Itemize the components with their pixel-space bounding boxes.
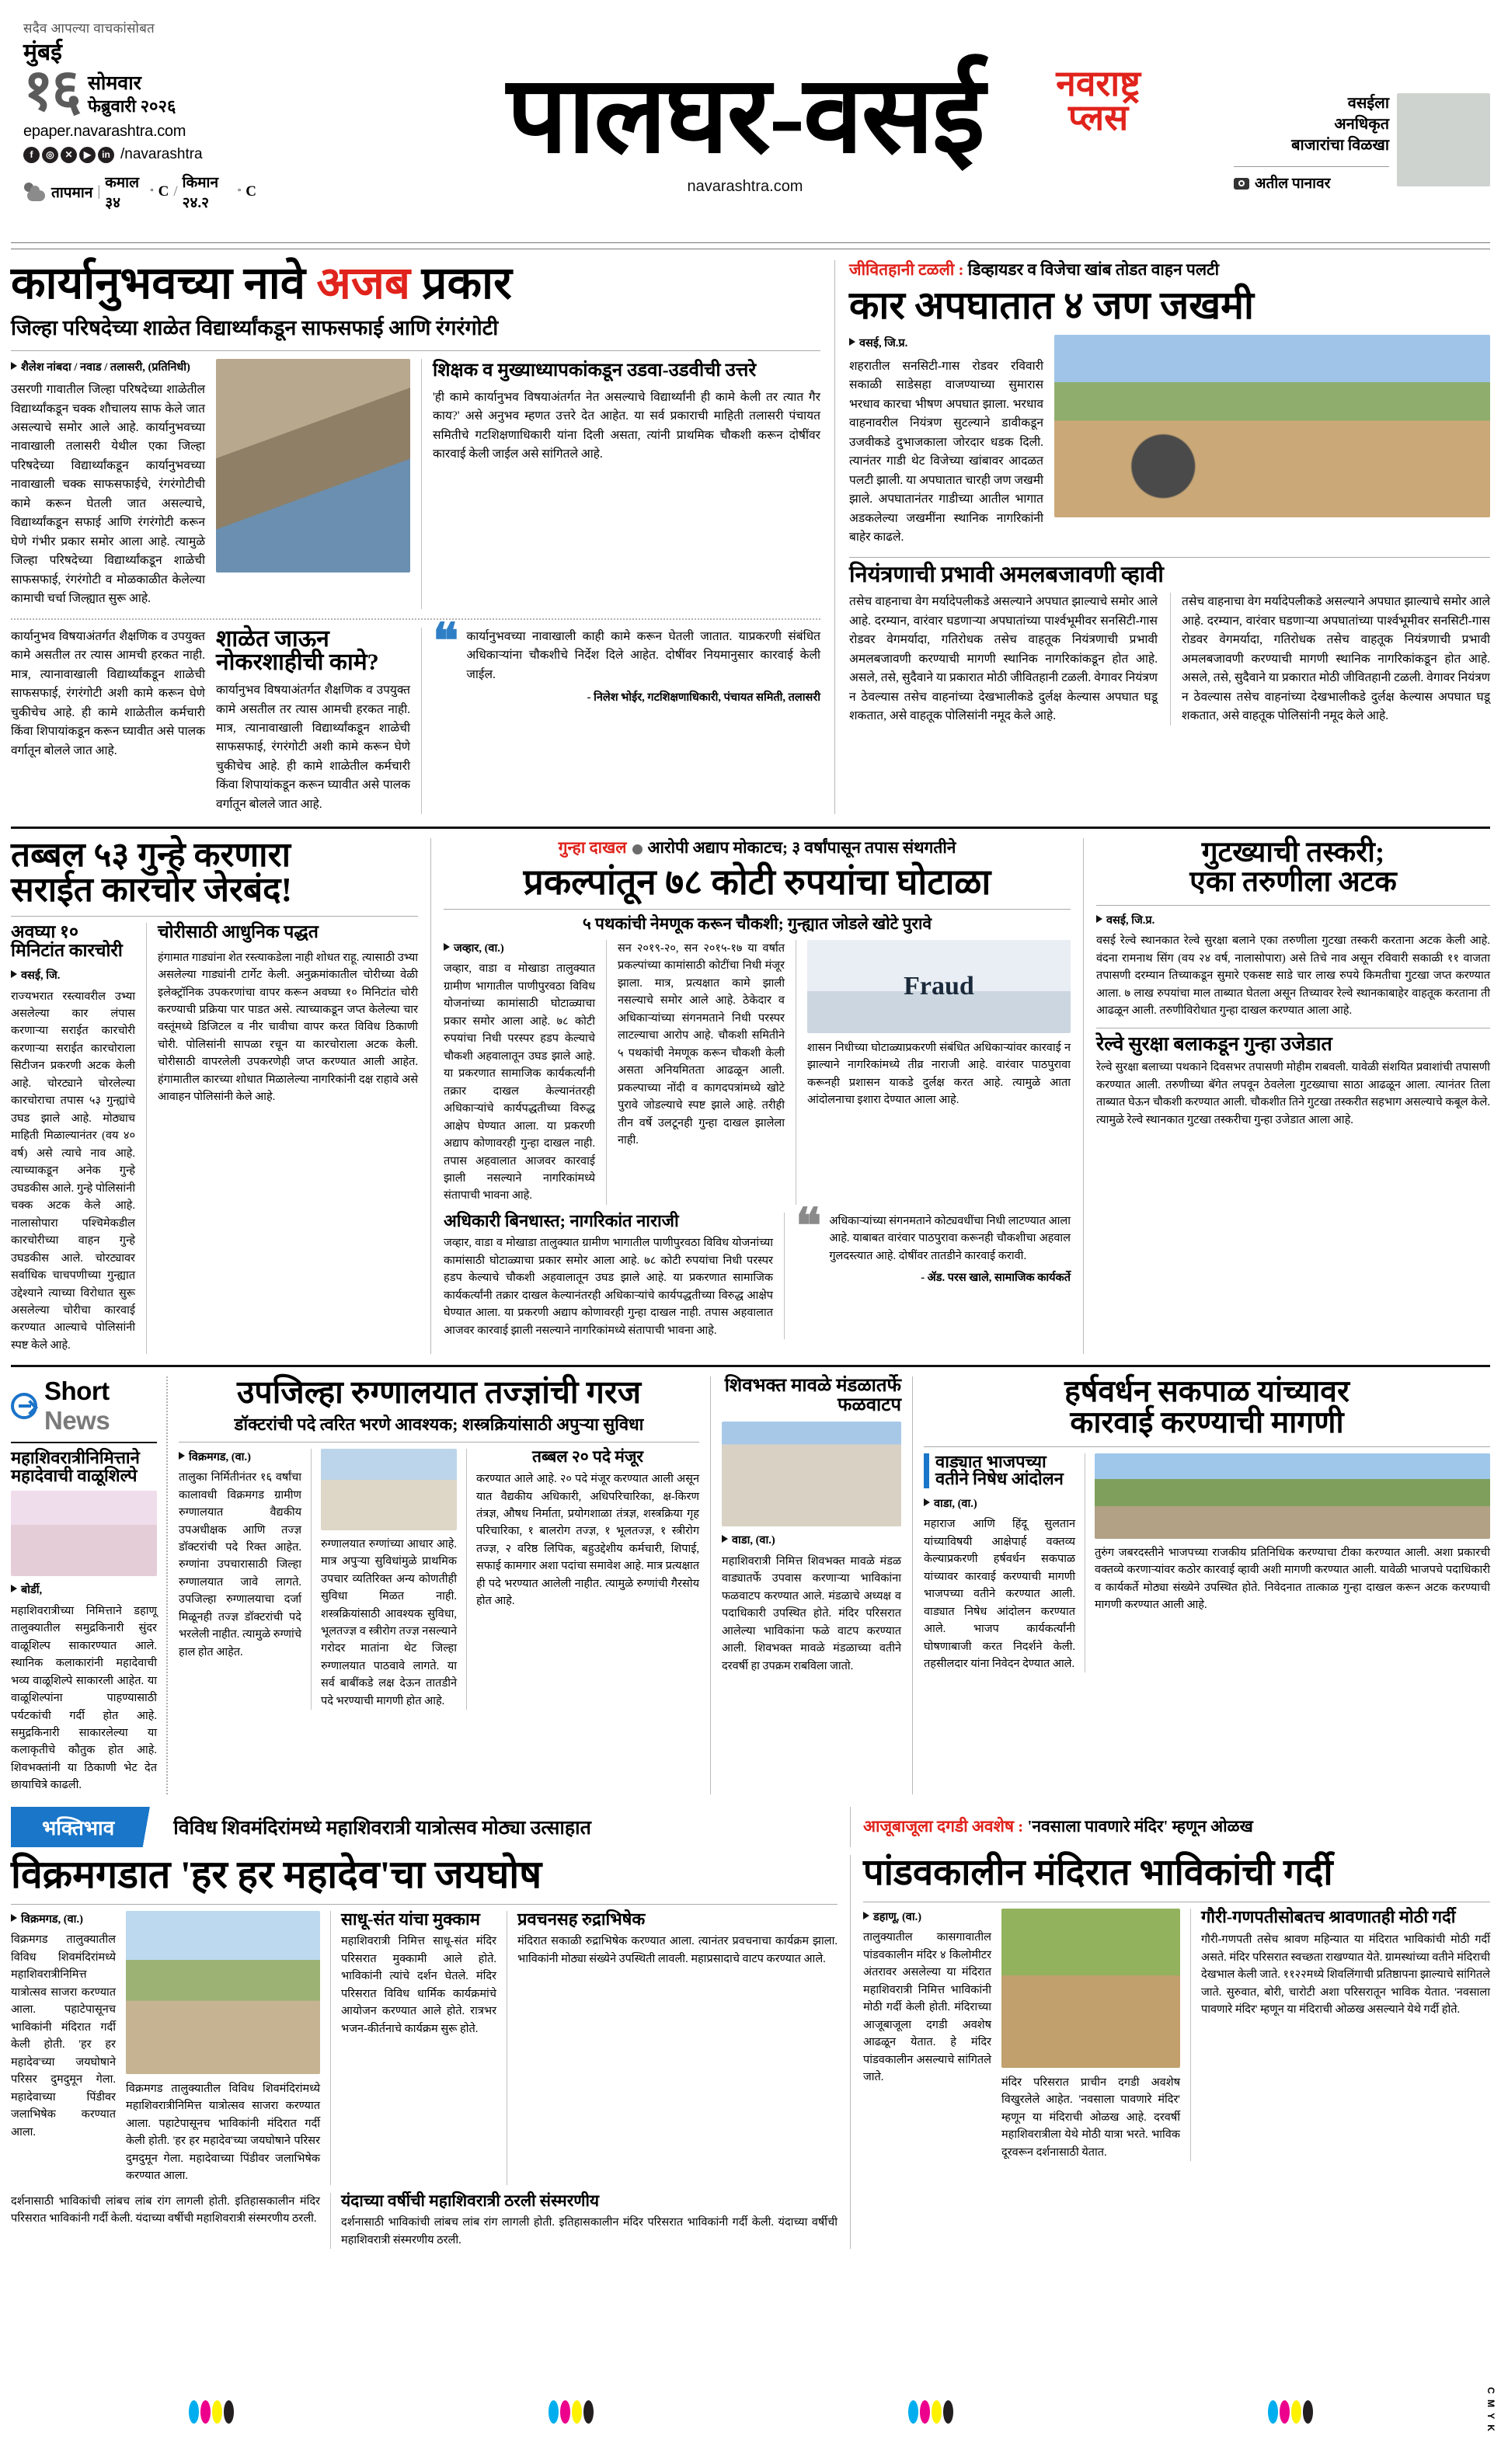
cmyk-marks-2 [549,2400,594,2424]
harshvardhan-col2: तुरुंग जबरदस्तीने भाजपच्या राजकीय प्रतिनिधिक करण्याचा टीका करण्यात आली. अशा प्रकारची वक्तव्ये करणाऱ्यांवर कठोर कारवाई व्हावी अशी मागणी करण्यात आली. यावेळी भाजपचे पदाधिकारी व कार्यकर्ते मोठ्या संख्येने उपस्थित होते. निवेदनात तात्काळ गुन्हा दाखल करून अटक करण्याची मागणी करण्यात आली आहे. [1095,1546,1490,1612]
weather-strip: तापमान | कमाल ३४ ° C / किमान २४.२ ° C [23,172,256,212]
pandav-kicker: आजूबाजूला दगडी अवशेष : 'नवसाला पावणारे मंदिर' म्हणून ओळख [863,1817,1253,1836]
carthief-headline-1: तब्बल ५३ गुन्हे करणारा [11,836,291,875]
brand-logo [1056,64,1141,137]
harshvardhan-col1: महाराज आणि हिंदू सुलतान यांच्याविषयी आक्षेपार्ह वक्तव्य केल्याप्रकरणी हर्षवर्धन सकपाळ यांच्यावर कारवाई करण्याची मागणी भाजपच्या वतीने करण्यात आली. वाड्यात निषेध आंदोलन करण्यात आले. भाजप कार्यकर्त्यांनी घोषणाबाजी करत निदर्शने केली. तहसीलदार यांना निवेदन देण्यात आले. [924,1518,1075,1670]
weather-label: तापमान [51,185,93,202]
harshvardhan-headline-1: हर्षवर्धन सकपाळ यांच्यावर [1064,1375,1350,1409]
pandav-photo [1001,1909,1180,2068]
vikramgad-photo [126,1911,320,2074]
vikramgad-col2: महाशिवरात्री निमित्त साधू-संत मंदिर परिसरात मुक्कामी आले होते. भाविकांनी त्यांचे दर्शन घेतले. मंदिर परिसरात विविध धार्मिक कार्यक्रमांचे आयोजन करण्यात आले होते. रात्रभर भजन-कीर्तनाचे कार्यक्रम सुरू होते. [341,1935,496,2035]
fruits-story [710,1376,912,1794]
tier-4 [11,1852,1490,2249]
lead-body: उसरणी गावातील जिल्हा परिषदेच्या शाळेतील विद्यार्थ्यांकडून चक्क शौचालय साफ केले जात असल्याचे समोर आले आहे. कार्यानुभवच्या नावाखाली तलासरी येथील एका जिल्हा परिषदेच्या विद्यार्थ्यांकडून कार्यानुभवच्या नावाखाली चक्क साफसफाईचे, रंगरंगोटीची कामे करून घेतली जात असल्याचे, विद्यार्थ्यांकडून सफाई आणि रंगरंगोटी करून घेणे गंभीर प्रकार समोर आला आहे. त्यामुळे जिल्हा परिषदेच्या विद्यार्थ्यांकडून शाळेची साफसफाई, रंगरंगोटी व मोळकाळीत केलेल्या कामाची चर्चा जिल्ह्यात सुरू आहे. [11,383,205,606]
lead-section-head: शाळेत जाऊन नोकरशाहीची कामे? [216,625,379,676]
brand-name-line1: नवराष्ट्र [1056,64,1141,103]
cmyk-marks-4 [1268,2400,1313,2424]
scam-col1-cont: जव्हार, वाडा व मोखाडा तालुक्यात ग्रामीण भागातील पाणीपुरवठा विविध योजनांच्या कामांसाठी घोटाळ्याचा प्रकार समोर आला आहे. ७८ कोटी रुपयांचा निधी परस्पर हडप केल्याचे चौकशी अहवालातून उघड झाले आहे. या प्रकरणात सामाजिक कार्यकर्त्यांनी तक्रार दाखल केल्यानंतरही अधिकाऱ्यांचे कार्यपद्धतीच्या विरुद्ध आक्षेप घेण्यात आला. या प्रकरणी अद्याप कोणावरही गुन्हा दाखल नाही. तपास अहवालात आजवर कारवाई झाली नसल्याने नागरिकांमध्ये संतापाची भावना आहे. [444,1237,773,1337]
lead-body-cont: कार्यानुभव विषयाअंतर्गत शैक्षणिक व उपयुक्त कामे असतील तर त्यास आमची हरकत नाही. मात्र, त्यानावाखाली विद्यार्थ्यांकडून शाळेची साफसफाई, रंगरंगोटी अशी कामे करून घेणे चुकीचेच आहे. ही कामे शाळेतील कर्मचारी किंवा शिपायांकडून करून घ्यावीत असे पालक वर्गातून बोलले जात आहे. [11,629,205,757]
gutkha-sub2: रेल्वे सुरक्षा बलाकडून गुन्हा उजेडात [1096,1033,1332,1055]
scam-quote-text: अधिकाऱ्यांच्या संगनमताने कोट्यवधींचा निधी लाटण्यात आला आहे. याबाबत वारंवार पाठपुरावा करूनही चौकशीचा अहवाल गुलदस्त्यात आहे. दोषींवर तातडीने कारवाई करावी. [829,1214,1071,1262]
arrow-circle-icon [11,1393,37,1419]
vikramgad-story [11,1852,850,2249]
scam-kicker: गुन्हा दाखल आरोपी अद्याप मोकाटच; ३ वर्षांपासून तपास संथगतीने [558,838,956,858]
vikramgad-headline: विक्रमगडात 'हर हर महादेव'चा जयघोष [11,1852,542,1896]
pandav-sub-right: गौरी-गणपतीसोबतच श्रावणातही मोठी गर्दी [1201,1906,1456,1926]
hospital-badge: तब्बल २० पदे मंजूर [532,1446,643,1466]
social-handle: /navarashtra [120,146,203,163]
tier-2 [11,838,1490,1354]
carthief-headline-2: सराईत कारचोर जेरबंद! [11,871,293,910]
date-block [23,59,256,123]
short-news-label-1: Short [44,1376,110,1406]
weather-unit-max: C [158,183,169,200]
vikramgad-sub4: यंदाच्या वर्षीची महाशिवरात्री ठरली संस्मरणीय [341,2191,600,2210]
accident-story [834,260,1490,814]
harshvardhan-story [912,1376,1490,1794]
arrow-icon [179,1452,185,1460]
lead-quote-attrib: - निलेश भोईर, गटशिक्षणाधिकारी, पंचायत समिती, तलासरी [587,691,820,705]
scam-photo [807,940,1071,1033]
vikramgad-col4a: दर्शनासाठी भाविकांची लांबच लांब रांग लागली होती. इतिहासकालीन मंदिर परिसरात भाविकांनी गर्दी केली. यंदाच्या वर्षीची महाशिवरात्री संस्मरणीय ठरली. [11,2194,320,2226]
promo-photo [1397,93,1490,186]
scam-sub: ५ पथकांची नेमणूक करून चौकशी; गुन्ह्यात जोडले खोटे पुरावे [582,914,932,933]
masthead-left [11,19,256,212]
tier-3 [11,1376,1490,1794]
tagline: सदैव आपल्या वाचकांसोबत [23,21,155,36]
fraud-label: Fraud [904,971,974,1001]
accident-kicker: जीवितहानी टळली : डिव्हायडर व विजेचा खांब तोडत वाहन पलटी [849,260,1220,279]
sun-cloud-icon [23,183,47,201]
short-news-photo [11,1491,157,1576]
arrow-icon [849,338,855,346]
scam-col1: जव्हार, वाडा व मोखाडा तालुक्यात ग्रामीण भागातील पाणीपुरवठा विविध योजनांच्या कामांसाठी घोटाळ्याचा प्रकार समोर आला आहे. ७८ कोटी रुपयांचा निधी परस्पर हडप केल्याचे चौकशी अहवालातून उघड झाले आहे. या प्रकरणात सामाजिक कार्यकर्त्यांनी तक्रार दाखल केल्यानंतरही अधिकाऱ्यांचे कार्यपद्धतीच्या विरुद्ध आक्षेप घेण्यात आला. या प्रकरणी अद्याप कोणावरही गुन्हा दाखल नाही. तपास अहवालात आजवर कारवाई झाली नसल्याने नागरिकांमध्ये संतापाची भावना आहे. [444,962,595,1202]
gutkha-body: वसई रेल्वे स्थानकात रेल्वे सुरक्षा बलाने एका तरुणीला गुटखा तस्करी करताना अटक केली आहे. वंदना रामनाथ सिंग (वय २४ वर्ष, नालासोपारा) असे तिचे नाव असून रविवारी सकाळी ११ वाजता तपासणी दरम्यान तिच्याकडून सुमारे एकसष्ट साडे चार लाख रुपये किमतीचा गुटखा जप्त करण्यात आला. ७ लाख रुपयांचा माल ताब्यात घेतला असून तिच्यावर रेल्वे स्थानकाबाहेर वाहतूक करताना ती आढळून आली. तरुणीविरोधात गुन्हा दाखल करण्यात आला आहे. [1096,934,1490,1018]
harshvardhan-dateline: वाडा, (वा.) [924,1495,1075,1512]
vikramgad-col1: विक्रमगड तालुक्यातील विविध शिवमंदिरांमध्ये महाशिवरात्रीनिमित्त यात्रोत्सव साजरा करण्यात आला. पहाटेपासूनच भाविकांनी मंदिरात गर्दी केली होती. 'हर हर महादेव'च्या जयघोषाने परिसर दुमदुमून गेला. महादेवाच्या पिंडीवर जलाभिषेक करण्यात आला. [11,1933,116,2139]
masthead [11,0,1490,241]
arrow-icon [11,1585,17,1592]
cmyk-marks-3 [908,2400,953,2424]
newspaper-title: पालघर-वसई [507,56,984,175]
accent-bar [924,1453,929,1488]
pandav-col3: गौरी-गणपती तसेच श्रावण महिन्यात या मंदिरात भाविकांची मोठी गर्दी असते. मंदिर परिसरात स्वच्छता राखण्यात येते. ग्रामस्थांच्या वतीने मंदिराची देखभाल केली जाते. ११२२मध्ये शिवलिंगाची प्रतिष्ठापना झाल्याचे सांगितले जाते. सुरुवात, बोरी, चारोटी अशा परिसरातून भाविक येतात. 'नवसाला पावणारे मंदिर' म्हणून या मंदिराची ओळख असल्याने येथे गर्दी होते. [1201,1933,1490,2017]
accident-headline: कार अपघातात ४ जण जखमी [849,284,1254,328]
carthief-col2: हंगामात गाड्यांना शेत रस्त्याकडेला नाही शोधत राहू. त्यासाठी उभ्या असलेल्या गाड्यांनी टार्गेट केली. अनुक्रमांकातील चोरीच्या वेळी इलेक्ट्रॉनिक उपकरणांचा वापर करून अवघ्या १० मिनिटांत चोरी करण्याची प्रक्रिया पार पाडत असे. त्याच्याकडून जप्त केलेल्या चार वस्तूंमध्ये डिजिटल व नीर चावीचा वापर करत विविध ठिकाणी चोरी. पोलिसांनी सापळा रचून या कारचोराला अटक केली. चोरीसाठी वापरलेली उपकरणेही जप्त करण्यात आली आहेत. हंगामातील कारच्या शोधात मिळालेल्या नागरिकांनी दक्ष राहावे असे आवाहन पोलिसांनी केले आहे. [158,951,418,1104]
harshvardhan-photo [1095,1453,1490,1539]
instagram-icon[interactable]: ◎ [42,147,58,163]
tier-divider-1 [11,827,1490,829]
weather-max: कमाल ३४ [105,175,139,212]
epaper-url[interactable]: epaper.navarashtra.com [23,123,186,141]
x-twitter-icon[interactable]: ✕ [61,147,77,163]
weather-unit-min: C [246,183,256,200]
cmyk-label: C M Y K [1485,2387,1496,2433]
accident-dateline: वसई, जि.प्र. [849,335,1043,352]
lead-section-body: कार्यानुभव विषयाअंतर्गत शैक्षणिक व उपयुक्त कामे असतील तर त्यास आमची हरकत नाही. मात्र, त्यानावाखाली विद्यार्थ्यांकडून शाळेची साफसफाई, रंगरंगोटी अशी कामे करून घेणे चुकीचेच आहे. ही कामे शाळेतील कर्मचारी किंवा शिपायांकडून करून घ्यावीत असे पालक वर्गातून बोलले जात आहे. [216,684,410,811]
short-news-body: महाशिवरात्रीच्या निमित्ताने डहाणू तालुक्यातील समुद्रकिनारी सुंदर वाळूशिल्प साकारण्यात आले. स्थानिक कलाकारांनी महादेवाची भव्य वाळूशिल्पे साकारली आहेत. या वाळूशिल्पांना पाहण्यासाठी पर्यटकांची गर्दी होत आहे. समुद्रकिनारी साकारलेल्या या कलाकृतीचे कौतुक होत आहे. शिवभक्तांनी या ठिकाणी भेट देत छायाचित्रे काढली. [11,1604,157,1792]
scam-dateline: जव्हार, (वा.) [444,940,595,957]
gutkha-headline-2: एका तरुणीला अटक [1189,866,1397,899]
bhakti-band-line: विविध शिवमंदिरांमध्ये महाशिवरात्री यात्रोत्सव मोठ्या उत्साहात [173,1817,591,1839]
harshvardhan-headline-2: कारवाई करण्याची मागणी [1070,1406,1344,1440]
hospital-photo [321,1449,457,1530]
fruits-body: महाशिवरात्री निमित्त शिवभक्त मावळे मंडळ वाड्यातर्फे उपवास करणाऱ्या भाविकांना फळवाटप करण्यात आले. मंडळाचे अध्यक्ष व पदाधिकारी उपस्थित होते. मंदिर परिसरात आलेल्या भाविकांना फळे वाटप करण्यात आली. शिवभक्त मावळे मंडळाच्या वतीने दरवर्षी हा उपक्रम राबविला जातो. [722,1554,901,1672]
pandav-dateline: डहाणू, (वा.) [863,1909,991,1926]
date-month-year: फेब्रुवारी २०२६ [87,96,176,116]
hospital-col3: करण्यात आले आहे. २० पदे मंजूर करण्यात आली असून यात वैद्यकीय अधिकारी, अधिपरिचारिका, क्ष-किरण तंत्रज्ञ, औषध निर्माता, प्रयोगशाळा तंत्रज्ञ, शस्त्रक्रिया गृह परिचारिका, १ बालरोग तज्ज्ञ, १ भूलतज्ज्ञ, १ स्त्रीरोग तज्ज्ञ, २ वरिष्ठ लिपिक, बहुउद्देशीय कर्मचारी, शिपाई, सफाई कामगार अशा पदांचा समावेश आहे. मात्र प्रत्यक्षात ही पदे भरण्यात आलेली नाहीत. त्यामुळे रुग्णांची गैरसोय होत आहे. [476,1473,699,1608]
lead-quote-text: कार्यानुभवच्या नावाखाली काही कामे करून घेतली जातात. याप्रकरणी संबंधित अधिकाऱ्यांना चौकशीचे निर्देश दिले आहेत. दोषींवर नियमानुसार कारवाई केली जाईल. [466,629,820,681]
accident-photo [1054,335,1490,517]
lead-inner-kicker: शिक्षक व मुख्याध्यापकांकडून उडवा-उडवीची उत्तरे [433,360,757,381]
short-news-dateline: बोर्डी, [11,1582,157,1599]
hospital-headline: उपजिल्हा रुग्णालयात तज्ज्ञांची गरज [236,1374,642,1411]
scam-quote-attrib: - ॲड. परस खाले, सामाजिक कार्यकर्ते [921,1272,1071,1285]
short-news-panel [11,1376,166,1794]
gutkha-headline-1: गुटख्याची तस्करी; [1201,837,1385,869]
quote-icon: ❝ [796,1199,822,1253]
bullet-dot-icon [632,844,643,854]
promo-line-2: अनधिकृत [1334,116,1389,133]
masthead-promo[interactable] [1234,19,1490,194]
hospital-story [166,1376,710,1794]
website-url[interactable]: navarashtra.com [687,177,803,195]
bhakti-tab-label: भक्तिभाव [11,1807,134,1847]
edition-city: मुंबई [23,40,62,65]
scam-story [430,838,1083,1354]
scam-col3: शासन निधीच्या घोटाळ्याप्रकरणी संबंधित अधिकाऱ्यांवर कारवाई न झाल्याने नागरिकांमध्ये तीव्र नाराजी आहे. वारंवार पाठपुरावा करूनही प्रशासन याकडे दुर्लक्ष करत आहे. त्यामुळे आता आंदोलनाचा इशारा देण्यात आला आहे. [807,1041,1071,1107]
scam-headline: प्रकल्पांतून ७८ कोटी रुपयांचा घोटाळा [523,861,991,902]
short-news-title: महाशिवरात्रीनिमित्ताने महादेवाची वाळूशिल्पे [11,1448,140,1485]
pandav-col2: मंदिर परिसरात प्राचीन दगडी अवशेष विखुरलेले आहेत. 'नवसाला पावणारे मंदिर' म्हणून या मंदिराची ओळख आहे. दरवर्षी महाशिवरात्रीला येथे मोठी यात्रा भरते. भाविक दूरवरून दर्शनासाठी येतात. [1001,2076,1180,2159]
scam-sub2: अधिकारी बिनधास्त; नागरिकांत नाराजी [444,1210,679,1230]
short-news-label-2: News [44,1406,110,1436]
social-links [23,146,256,163]
bhakti-skew-decor [134,1807,161,1847]
gutkha-dateline: वसई, जि.प्र. [1096,912,1490,929]
hospital-sub: डॉक्टरांची पदे त्वरित भरणे आवश्यक; शस्त्रक्रियांसाठी अपुऱ्या सुविधा [234,1415,644,1435]
accident-subhead: नियंत्रणाची प्रभावी अमलबजावणी व्हावी [849,562,1164,587]
arrow-icon [722,1535,728,1543]
youtube-icon[interactable]: ▶ [79,147,96,163]
arrow-icon [444,943,450,951]
tier-divider-2 [11,1365,1490,1367]
bhakti-band [11,1807,838,1847]
masthead-center [256,19,1234,196]
facebook-icon[interactable]: f [23,147,40,163]
date-day-number: १६ [23,59,80,123]
arrow-icon [11,970,17,978]
lead-inner-quote: 'ही कामे कार्यानुभव विषयाअंतर्गत नेत असल्याचे विद्यार्थ्यांनी ही कामे केली तर त्यात गैर काय?' असे अनुभव म्हणत उत्तरे देत आहेत. या सर्व प्रकाराची माहिती तलासरी पंचायत समितीचे गटशिक्षणाधिकारी यांना दिली असता, त्यांनी प्राथमिक चौकशी करून दोषींवर कारवाई केली जाईल असे सांगितले आहे. [433,390,820,461]
fruits-headline: शिवभक्त मावळे मंडळातर्फे फळवाटप [724,1376,901,1415]
lead-headline-highlight: अजब [316,258,410,308]
pandav-headline: पांडवकालीन मंदिरात भाविकांची गर्दी [863,1852,1333,1893]
bhakti-band-row [11,1807,1490,1847]
carthief-sub-right: चोरीसाठी आधुनिक पद्धत [158,922,319,942]
arrow-icon [11,1914,17,1922]
arrow-icon [1096,915,1102,923]
carthief-sub-left: अवघ्या १० मिनिटांत कारचोरी [11,922,123,960]
accident-body2-a: तसेच वाहनाचा वेग मर्यादेपलीकडे असल्याने अपघात झाल्याचे समोर आले आहे. दरम्यान, वारंवार घडणाऱ्या अपघातांच्या पार्श्वभूमीवर सनसिटी-गास रोडवर वेगमर्यादा, गतिरोधक तसेच वाहतूक नियंत्रणाची प्रभावी अमलबजावणी करण्याची मागणी स्थानिक नागरिकांकडून होत आहे. असले, तसे, सुदैवाने या प्रकारात मोठी जीवितहानी टळली. वेगावर नियंत्रण न ठेवल्यास तसेच वाहनांच्या देखभालीकडे दुर्लक्ष केल्यास अपघात घडू शकतात, असे वाहतूक पोलिसांनी नमूद केले आहे. [849,595,1158,722]
lead-subhead: जिल्हा परिषदेच्या शाळेत विद्यार्थ्यांकडून साफसफाई आणि रंगरंगोटी [11,316,499,340]
quote-icon: ❝ [433,614,459,668]
vikramgad-sub2: साधू-संत यांचा मुक्काम [341,1909,480,1929]
fruits-dateline: वाडा, (वा.) [722,1532,901,1549]
pandav-story [850,1852,1490,2249]
accident-body: शहरातील सनसिटी-गास रोडवर रविवारी सकाळी साडेसहा वाजण्याच्या सुमारास भरधाव कारचा भीषण अपघात झाला. भरधाव वाहनावरील नियंत्रण सुटल्याने डावीकडून उजवीकडे दुभाजकाला जोरदार धडक दिली. त्यानंतर गाडी थेट विजेच्या खांबावर आदळत पलटी झाली. या अपघातात चारही जण जखमी झाले. अपघातानंतर गाडीच्या आतील भागात अडकलेल्या जखमींना स्थानिक नागरिकांनी बाहेर काढले. [849,359,1043,545]
vikramgad-col3: मंदिरात सकाळी रुद्राभिषेक करण्यात आला. त्यानंतर प्रवचनाचा कार्यक्रम झाला. भाविकांनी मोठ्या संख्येने उपस्थिती लावली. महाप्रसादाचे वाटप करण्यात आले. [517,1935,838,1965]
fruits-photo [722,1422,901,1526]
camera-icon [1234,178,1249,190]
hospital-dateline: विक्रमगड, (वा.) [179,1449,301,1466]
lead-headline: कार्यानुभवच्या नावे अजब प्रकार [11,258,512,308]
pandav-col1: तालुक्यातील कासगावातील पांडवकालीन मंदिर ४ किलोमीटर अंतरावर असलेल्या या मंदिरात महाशिवरात्री निमित्त भाविकांनी मोठी गर्दी केली होती. मंदिराच्या आजूबाजूला दगडी अवशेष आढळून येतात. हे मंदिर पांडवकालीन असल्याचे सांगितले जाते. [863,1931,991,2084]
promo-line-1: वसईला [1347,95,1389,112]
arrow-icon [863,1912,869,1919]
tier-1 [11,260,1490,814]
vikramgad-sub3: प्रवचनसह रुद्राभिषेक [517,1909,646,1929]
vikramgad-dateline: विक्रमगड, (वा.) [11,1911,116,1928]
accident-body2-b: तसेच वाहनाचा वेग मर्यादेपलीकडे असल्याने अपघात झाल्याचे समोर आले आहे. दरम्यान, वारंवार घडणाऱ्या अपघातांच्या पार्श्वभूमीवर सनसिटी-गास रोडवर वेगमर्यादा, गतिरोधक तसेच वाहतूक नियंत्रणाची प्रभावी अमलबजावणी करण्याची मागणी स्थानिक नागरिकांकडून होत आहे. असले, तसे, सुदैवाने या प्रकारात मोठी जीवितहानी टळली. वेगावर नियंत्रण न ठेवल्यास तसेच वाहनांच्या देखभालीकडे दुर्लक्ष केल्यास अपघात घडू शकतात, असे वाहतूक पोलिसांनी नमूद केले आहे. [1170,593,1490,726]
hospital-col2: रुग्णालयात रुग्णांच्या आधार आहे. मात्र अपुऱ्या सुविधांमुळे प्राथमिक उपचार व्यतिरिक्त अन्य कोणतीही सुविधा मिळत नाही. शस्त्रक्रियांसाठी आवश्यक सुविधा, भूलतज्ज्ञ व स्त्रीरोग तज्ज्ञ नसल्याने गरोदर मातांना थेट जिल्हा रुग्णालयात पाठवावे लागते. या सर्व बाबींकडे लक्ष देऊन तातडीने पदे भरण्याची मागणी होत आहे. [321,1537,457,1707]
vikramgad-col1b: विक्रमगड तालुक्यातील विविध शिवमंदिरांमध्ये महाशिवरात्रीनिमित्त यात्रोत्सव साजरा करण्यात आला. पहाटेपासूनच भाविकांनी मंदिरात गर्दी केली होती. 'हर हर महादेव'च्या जयघोषाने परिसर दुमदुमून गेला. महादेवाच्या पिंडीवर जलाभिषेक करण्यात आला. [126,2082,320,2183]
lead-story [11,260,834,814]
brand-name-line2: प्लस [1068,97,1129,137]
short-news-badge [11,1376,157,1436]
cmyk-marks-1 [189,2400,234,2424]
arrow-icon [924,1498,930,1506]
promo-byline: अतील पानावर [1255,176,1331,192]
gutkha-story [1083,838,1490,1354]
arrow-icon [11,362,17,370]
linkedin-icon[interactable]: in [98,147,114,163]
date-day-name: सोमवार [87,73,141,94]
gutkha-body2: रेल्वे सुरक्षा बलाच्या पथकाने दिवसभर तपासणी मोहीम राबवली. यावेळी संशयित प्रवाशांची तपासणी करण्यात आली. तरुणीच्या बॅगेत लपवून ठेवलेला गुटख्याचा साठा आढळून आला. त्यानंतर तिला ताब्यात घेऊन चौकशी करण्यात आली. चौकशीत तिने गुटखा तस्करीत सहभाग असल्याचे कबूल केले. त्यामुळे रेल्वे स्थानकात गुटखा तस्करीचा गुन्हा उजेडात आला आहे. [1096,1061,1490,1126]
print-registration-bar [0,2400,1501,2424]
scam-col2: सन २०१९-२०, सन २०१५-१७ या वर्षात प्रकल्पांच्या कामांसाठी कोटींचा निधी मंजूर झाला. मात्र, प्रत्यक्षात कामे झाली नसल्याचे समोर आले आहे. ठेकेदार व अधिकाऱ्यांच्या संगनमताने निधी परस्पर लाटल्याचा आरोप आहे. चौकशी समितीने ५ पथकांची नेमणूक करून चौकशी केली असता अनियमितता आढळून आली. प्रकल्पाच्या नोंदी व कागदपत्रांमध्ये खोटे पुरावे जोडल्याचे स्पष्ट झाले आहे. तरीही तीन वर्षे उलटूनही गुन्हा दाखल झालेला नाही. [618,941,785,1147]
vikramgad-col4b: दर्शनासाठी भाविकांची लांबच लांब रांग लागली होती. इतिहासकालीन मंदिर परिसरात भाविकांनी गर्दी केली. यंदाच्या वर्षीची महाशिवरात्री संस्मरणीय ठरली. [341,2216,838,2246]
hospital-col1: तालुका निर्मितीनंतर १६ वर्षांचा कालावधी विक्रमगड ग्रामीण रुग्णालयात वैद्यकीय उपअधीक्षक आणि तज्ज्ञ डॉक्टरांची पदे रिक्त आहेत. रुग्णांना उपचारासाठी जिल्हा रुग्णालयात जावे लागते. उपजिल्हा रुग्णालयाचा दर्जा मिळूनही तज्ज्ञ डॉक्टरांची पदे भरलेली नाहीत. त्यामुळे रुग्णांचे हाल होत आहेत. [179,1471,301,1658]
carthief-col1: राज्यभरात रस्त्यावरील उभ्या असलेल्या कार लंपास करणाऱ्या सराईत कारचोरी करणाऱ्या सराईत कारचोराला सिटीजन प्रकरणी अटक केली आहे. चोरट्याने चोरलेल्या कारचोराचा तपास ५३ गुन्ह्यांचे उघड झाले आहे. मोठ्याच माहिती मिळाल्यानंतर (वय ४० वर्ष) असे त्याचे नाव आहे. त्याच्याकडून अनेक गुन्हे उघडकीस आले. गुन्हे पोलिसांनी चक्क अटक केले आहे. नालासोपारा पश्चिमेकडील कारचोरीच्या वाहन गुन्हे उघडकीस आले. चोरट्यावर सर्वाधिक चाचपणीच्या गुन्ह्यात उद्देश्याने त्याच्या विरोधात सुरू असलेल्या चोरीचा कारवाई करण्यात आल्याचे पोलिसांनी स्पष्ट केले आहे. [11,990,135,1352]
promo-line-3: बाजारांचा विळखा [1291,137,1389,154]
carthief-dateline: वसई, जि. [11,967,135,984]
harshvardhan-badge: वाड्यात भाजपच्या वतीने निषेध आंदोलन [935,1451,1064,1489]
lead-photo [216,359,410,572]
weather-min: किमान २४.२ [182,175,219,212]
masthead-divider [11,242,1490,249]
carthief-story [11,838,430,1354]
lead-dateline: शैलेश नांबदा / नवाड / तलासरी, (प्रतिनिधी) [11,359,205,376]
